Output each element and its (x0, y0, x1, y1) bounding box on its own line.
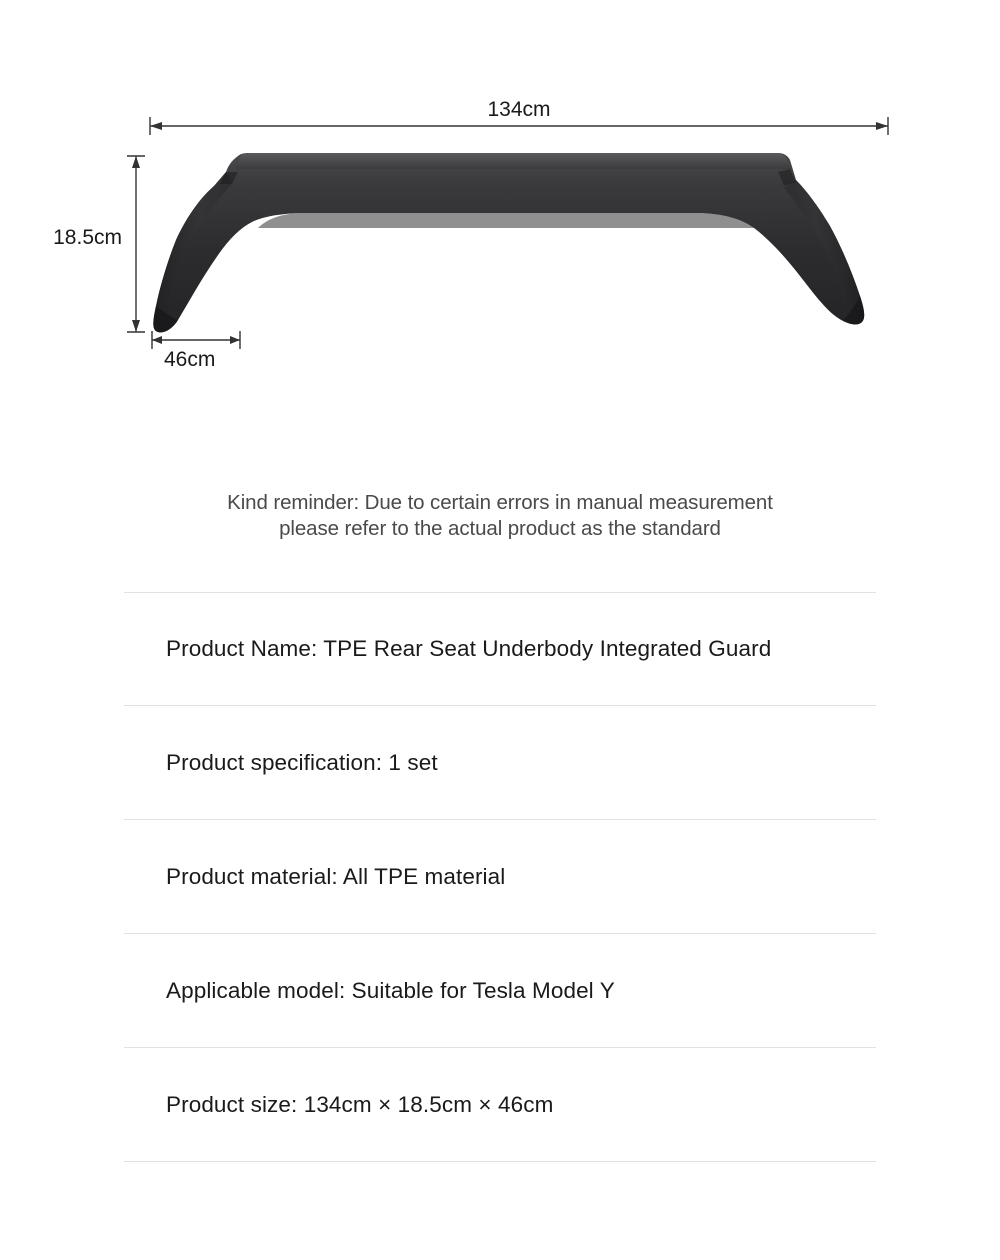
spec-row-product-specification (124, 706, 876, 820)
spec-text: Product material: All TPE material (166, 863, 506, 889)
width-dimension-label: 134cm (487, 98, 551, 121)
spec-text: Product Name: TPE Rear Seat Underbody Integrated Guard (166, 636, 772, 661)
height-dimension (127, 156, 145, 332)
spec-row-product-name (124, 592, 876, 706)
depth-dimension (152, 331, 240, 349)
reminder-line-1: Kind reminder: Due to certain errors in manual measurement (227, 491, 773, 514)
reminder-line-2: please refer to the actual product as the standard (279, 517, 721, 540)
spec-row-product-material (124, 820, 876, 934)
spec-row-applicable-model (124, 934, 876, 1048)
product-dimension-diagram (0, 0, 1000, 420)
depth-dimension-label: 46cm (164, 348, 216, 371)
spec-row-product-size (124, 1048, 876, 1162)
product-illustration (153, 153, 864, 332)
spec-text: Product size: 134cm × 18.5cm × 46cm (166, 1091, 554, 1117)
height-dimension-label: 18.5cm (53, 226, 122, 249)
spec-text: Product specification: 1 set (166, 749, 438, 775)
kind-reminder-note (0, 490, 1000, 542)
spec-text: Applicable model: Suitable for Tesla Model Y (166, 977, 615, 1003)
product-spec-list (124, 592, 876, 1162)
